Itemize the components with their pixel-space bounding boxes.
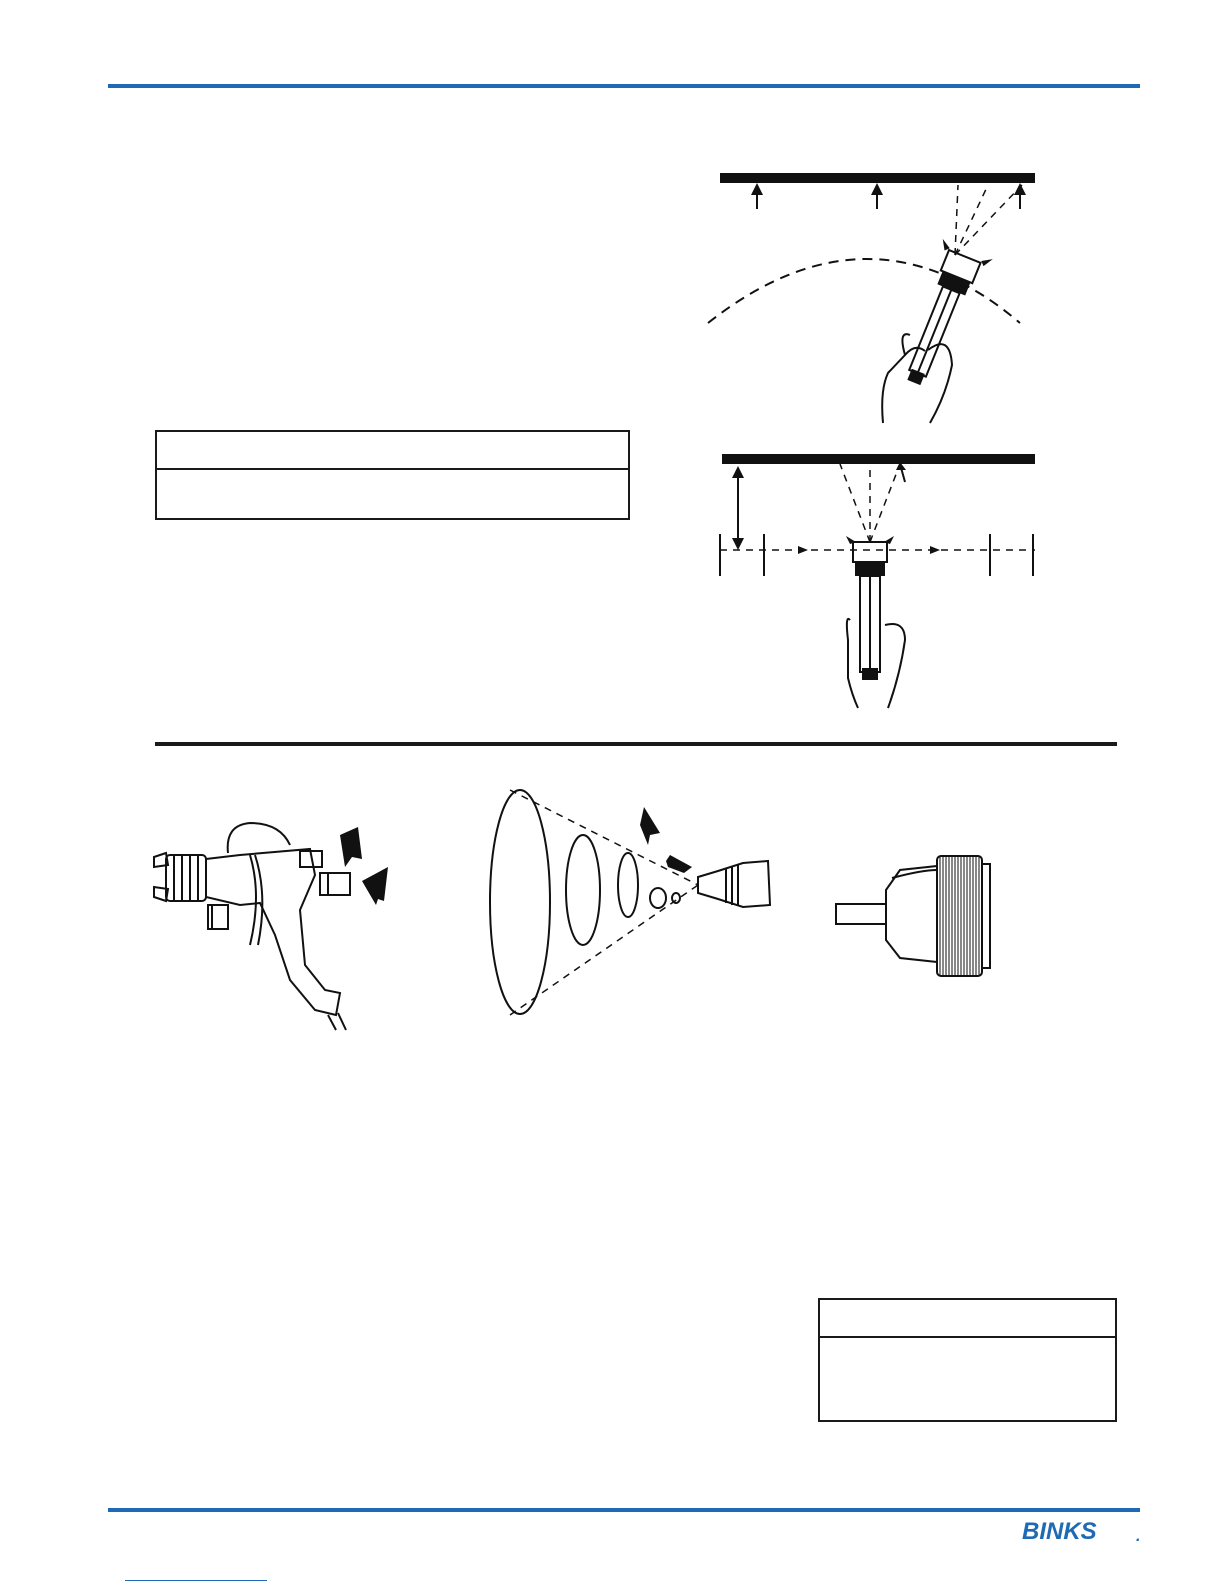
air-cap-illustration	[832, 850, 1002, 980]
bottom-right-box-header	[820, 1300, 1115, 1338]
spray-pattern-cone-illustration	[488, 785, 788, 1025]
arc-path	[708, 259, 1020, 323]
adjust-arrow-upper	[340, 827, 362, 867]
surface-bar-bottom	[722, 454, 1035, 464]
logo-text: BINKS	[1022, 1518, 1097, 1545]
adjust-arrow-lower	[362, 867, 388, 905]
section-divider	[155, 742, 1117, 746]
gun-distance-arrow	[732, 466, 744, 550]
top-left-box	[155, 430, 630, 520]
surface-bar-top	[720, 173, 1035, 183]
binks-logo	[1020, 1514, 1150, 1546]
header-rule	[108, 84, 1140, 88]
logo-mark: .	[1136, 1528, 1141, 1545]
footer-link-underline	[125, 1580, 267, 1581]
footer-rule	[108, 1508, 1140, 1512]
distance-arrow-center	[871, 183, 883, 209]
top-left-box-header	[157, 432, 628, 470]
distance-arrow-left	[751, 183, 763, 209]
bottom-right-box	[818, 1298, 1117, 1422]
spray-gun-side-view-illustration	[140, 815, 400, 1030]
spray-stroke-arcing-illustration	[700, 165, 1050, 425]
spray-stroke-straight-illustration	[700, 450, 1050, 710]
